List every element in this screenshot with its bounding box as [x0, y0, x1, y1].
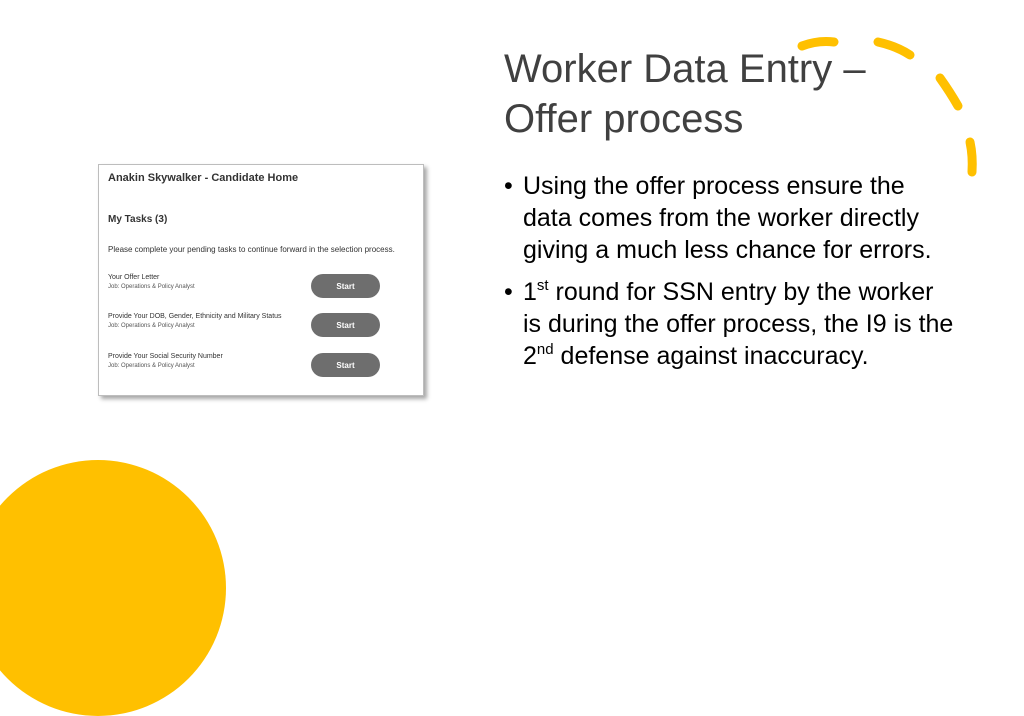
task-job: Job: Operations & Policy Analyst — [108, 323, 195, 329]
task-job: Job: Operations & Policy Analyst — [108, 284, 195, 290]
start-ssn-button[interactable]: Start — [311, 353, 380, 377]
bullet-1-text: Using the offer process ensure the data comes from the worker directly giving a much less chance for errors. — [523, 172, 932, 264]
start-demographics-button[interactable]: Start — [311, 313, 380, 337]
task-name: Provide Your Social Security Number — [108, 353, 223, 360]
bullet-2-sup2: nd — [536, 341, 554, 358]
task-job: Job: Operations & Policy Analyst — [108, 363, 195, 369]
bullet-item-2 — [504, 276, 954, 372]
task-name: Your Offer Letter — [108, 274, 160, 281]
bullet-item-1 — [504, 170, 954, 266]
bullet-list — [504, 170, 954, 382]
task-row-offer-letter — [108, 274, 414, 302]
bullet-2-mid: round for SSN entry by the worker is during the offer process, the I9 is the 2 — [523, 278, 954, 370]
candidate-home-title: Anakin Skywalker - Candidate Home — [108, 172, 299, 184]
task-row-ssn — [108, 353, 414, 381]
task-row-demographics — [108, 313, 414, 341]
my-tasks-heading: My Tasks (3) — [108, 214, 168, 225]
candidate-home-card — [98, 164, 424, 396]
task-name: Provide Your DOB, Gender, Ethnicity and Military Status — [108, 313, 282, 320]
slide-title-line2: Offer process — [504, 97, 744, 141]
bullet-2-sup1: st — [536, 277, 549, 294]
bullet-2-pre: 1 — [523, 278, 537, 306]
start-offer-letter-button[interactable]: Start — [311, 274, 380, 298]
slide-title-line1: Worker Data Entry – — [504, 47, 866, 91]
decorative-yellow-circle — [0, 460, 226, 716]
slide-title — [504, 44, 866, 144]
bullet-2-post: defense against inaccuracy. — [553, 342, 869, 370]
tasks-instruction: Please complete your pending tasks to continue forward in the selection process. — [108, 245, 395, 254]
